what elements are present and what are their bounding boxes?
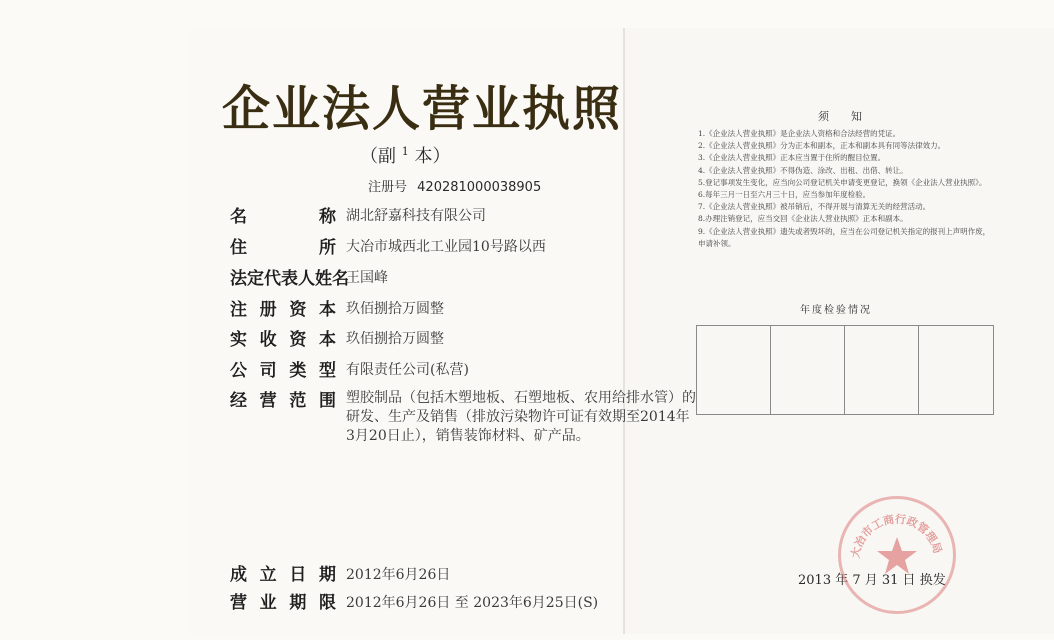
notice-item: 5.登记事项发生变化，应当向公司登记机关申请变更登记，换领《企业法人营业执照》。 — [698, 177, 987, 187]
label-char: 类 — [289, 361, 307, 381]
label-char: 期 — [318, 565, 336, 585]
label-char: 型 — [318, 361, 336, 381]
inspection-cell — [919, 326, 993, 414]
official-seal — [838, 496, 956, 614]
seal-text: 大冶市工商行政管理局 — [848, 512, 945, 560]
annual-inspection-grid — [696, 325, 994, 415]
registration-label: 注册号 — [368, 180, 408, 195]
label-char: 公 — [230, 361, 247, 381]
label-char: 收 — [259, 330, 277, 350]
field-value-address: 大冶市城西北工业园10号路以西 — [346, 239, 546, 255]
label-char: 业 — [259, 593, 277, 613]
field-label-business-scope — [230, 386, 336, 411]
seal-graphic — [841, 499, 953, 611]
field-label-company-type — [230, 356, 336, 381]
label-char: 限 — [318, 593, 336, 613]
label-char: 本 — [318, 330, 336, 350]
field-label-paid-capital — [230, 325, 336, 350]
label-char: 实 — [230, 330, 247, 350]
seal-star-icon — [877, 537, 917, 574]
field-label-legal-rep — [230, 264, 349, 289]
notice-item: 3.《企业法人营业执照》正本应当置于住所的醒目位置。 — [698, 153, 886, 163]
label-char: 所 — [319, 238, 336, 258]
business-term-value: 2012年6月26日 至 2023年6月25日(S) — [346, 595, 599, 611]
copy-mark — [360, 142, 450, 168]
field-value-business-scope: 塑胶制品（包括木塑地板、石塑地板、农用给排水管）的研发、生产及销售（排放污染物许可证有效期至2014年3月20日止），销售装饰材料、矿产品。 — [346, 390, 696, 444]
established-date-label — [230, 560, 336, 585]
reissue-date: 2013 年 7 月 31 日 换发 — [798, 573, 946, 588]
inspection-cell — [845, 326, 919, 414]
label-char: 资 — [289, 300, 307, 320]
notice-item: 1.《企业法人营业执照》是企业法人资格和合法经营的凭证。 — [698, 129, 901, 138]
field-label-address — [230, 233, 336, 258]
annual-inspection-title: 年度检验情况 — [800, 305, 872, 316]
field-value-name: 湖北舒嘉科技有限公司 — [346, 208, 486, 224]
label-char: 司 — [259, 361, 277, 381]
field-value-legal-rep: 王国峰 — [346, 270, 388, 286]
label-char: 法定代表人姓名 — [230, 269, 349, 289]
label-char: 资 — [289, 330, 307, 350]
notice-item: 9.《企业法人营业执照》遗失或者毁坏的，应当在公司登记机关指定的报刊上声明作废，申请补领。 — [698, 226, 991, 248]
notice-list — [698, 128, 994, 250]
notice-item: 4.《企业法人营业执照》不得伪造、涂改、出租、出借、转让。 — [698, 165, 908, 175]
field-value-company-type: 有限责任公司(私营) — [346, 362, 469, 378]
notice-item: 8.办理注销登记，应当交回《企业法人营业执照》正本和副本。 — [698, 214, 908, 224]
copy-prefix: （副 — [360, 146, 396, 167]
field-label-registered-capital — [230, 295, 336, 320]
label-char: 日 — [289, 565, 307, 585]
registration-number: 420281000038905 — [417, 180, 542, 195]
business-term-label — [230, 588, 336, 613]
label-char: 营 — [259, 391, 277, 411]
label-char: 立 — [259, 565, 277, 585]
label-char: 名 — [230, 207, 247, 227]
label-char: 称 — [319, 207, 336, 227]
label-char: 围 — [318, 391, 336, 411]
inspection-cell — [771, 326, 845, 414]
notice-item: 6.每年三月一日至六月三十日，应当参加年度检验。 — [698, 190, 871, 200]
field-label-name — [230, 202, 336, 227]
label-char: 营 — [230, 593, 247, 613]
copy-number: 1 — [401, 145, 409, 158]
label-char: 期 — [289, 593, 307, 613]
license-title: 企业法人营业执照 — [222, 81, 623, 137]
field-value-paid-capital: 玖佰捌拾万圆整 — [346, 331, 444, 347]
page-fold-line — [623, 28, 625, 634]
notice-item: 2.《企业法人营业执照》分为正本和副本，正本和副本具有同等法律效力。 — [698, 141, 946, 151]
notice-title: 须知 — [818, 110, 884, 123]
copy-suffix: 本） — [414, 146, 451, 167]
registration-number-row — [368, 176, 541, 195]
label-char: 经 — [230, 391, 247, 411]
label-char: 注 — [230, 300, 247, 320]
field-value-registered-capital: 玖佰捌拾万圆整 — [346, 301, 444, 317]
label-char: 成 — [230, 565, 247, 585]
notice-item: 7.《企业法人营业执照》被吊销后，不得开展与清算无关的经营活动。 — [698, 202, 931, 212]
label-char: 范 — [289, 391, 307, 411]
label-char: 册 — [259, 300, 277, 320]
established-date-value: 2012年6月26日 — [346, 567, 451, 583]
inspection-cell — [697, 326, 771, 414]
label-char: 本 — [318, 300, 336, 320]
label-char: 住 — [230, 238, 247, 258]
